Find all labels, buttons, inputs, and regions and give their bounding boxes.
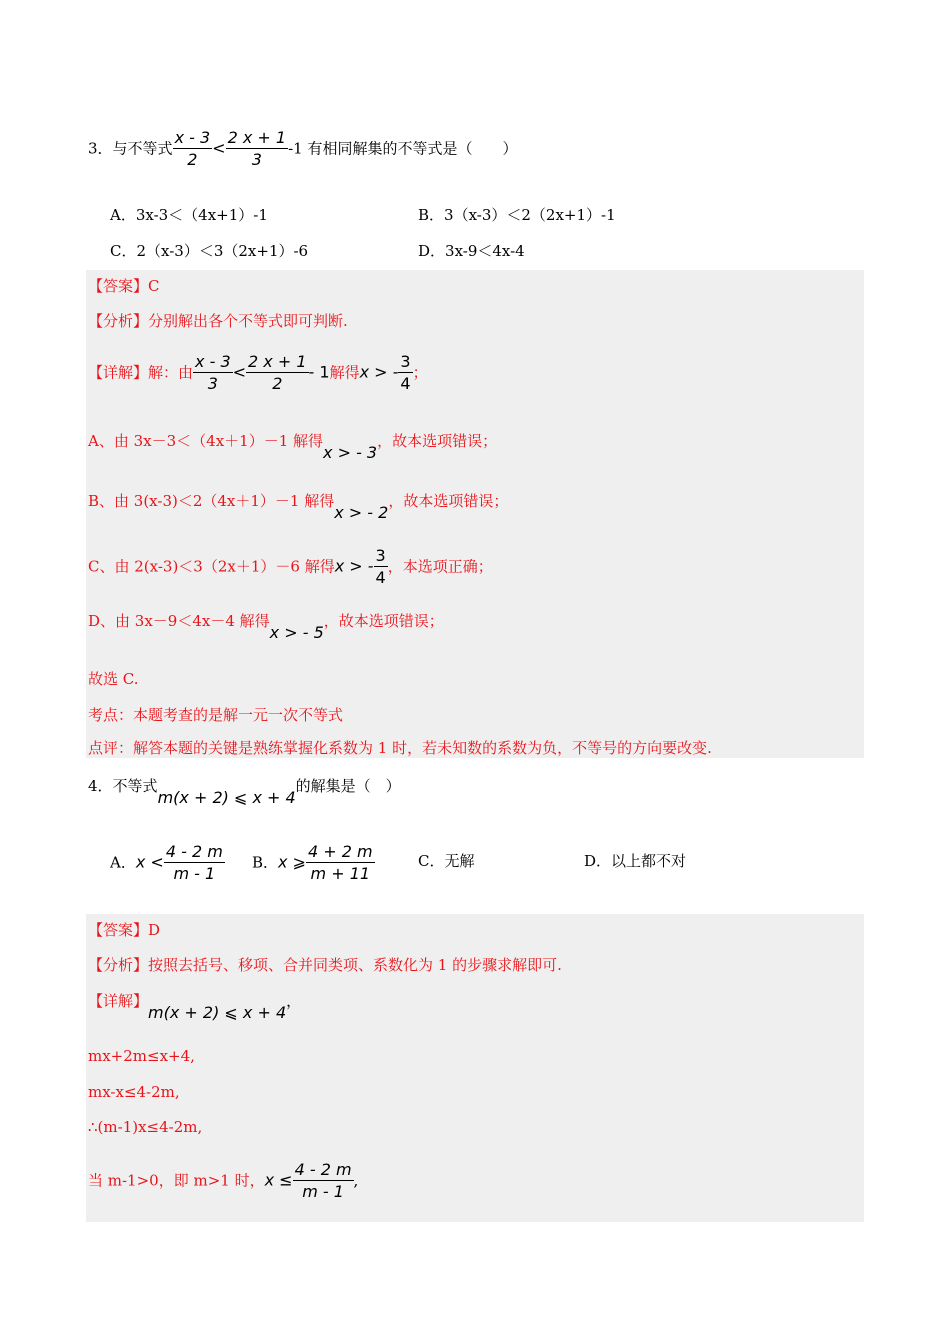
q4-step-2: mx-x≤4-2m, (88, 1083, 180, 1101)
q3-option-c: C．2（x-3）＜3（2x+1）-6 (110, 242, 309, 260)
q3-solution-box (86, 270, 864, 758)
q3-stem: 3．与不等式 $\frac{x - 3}{2}$ < $\frac{2 x + 1}{3}$ -1 有相同解集的不等式是（ ） (88, 128, 518, 169)
q3-option-a: A．3x-3＜（4x+1）-1 (110, 206, 268, 224)
q4-option-a-fraction: $\frac{4 - 2 m}{m - 1}$ (165, 842, 223, 883)
q4-option-b-fraction: $\frac{4 + 2 m}{m + 11}$ (308, 842, 373, 883)
q3-detail-fraction-2: $\frac{2 x + 1}{2}$ (248, 352, 307, 393)
q3-detail-result-fraction: $\frac{3}{4}$ (400, 352, 411, 393)
q3-detail: 【详解】解：由 $\frac{x - 3}{3}$ < $\frac{2 x + 1}{2}$ - 1解得x > - $\frac{3}{4}$ ； (88, 352, 428, 393)
q3-line-b: B、由 3(x-3)＜2（4x＋1）－1 解得x > - 2，故本选项错误； (88, 492, 509, 522)
q4-step-1: mx+2m≤x+4, (88, 1047, 195, 1065)
q3-line-c: C、由 2(x-3)＜3（2x＋1）－6 解得x > - $\frac{3}{4}$ ，本选项正确； (88, 546, 493, 587)
q3-line-a: A、由 3x－3＜（4x＋1）－1 解得x > - 3，故本选项错误； (88, 432, 498, 462)
q3-stem-fraction-1: $\frac{x - 3}{2}$ (174, 128, 211, 169)
q3-line-d: D、由 3x－9＜4x－4 解得x > - 5，故本选项错误； (88, 612, 444, 642)
q4-option-b: B．x ⩾ $\frac{4 + 2 m}{m + 11}$ (252, 842, 373, 883)
q4-step-4-fraction: $\frac{4 - 2 m}{m - 1}$ (294, 1160, 352, 1201)
q4-detail: 【详解】m(x + 2) ⩽ x + 4， (88, 992, 302, 1022)
q4-option-a: A．x < $\frac{4 - 2 m}{m - 1}$ (110, 842, 223, 883)
q3-kaodian: 考点：本题考查的是解一元一次不等式 (88, 706, 344, 724)
q3-conclusion: 故选 C. (88, 670, 139, 688)
q3-detail-fraction-1: $\frac{x - 3}{3}$ (195, 352, 231, 393)
q4-step-3: ∴(m-1)x≤4-2m, (88, 1118, 203, 1136)
q3-line-c-fraction: $\frac{3}{4}$ (375, 546, 386, 587)
q3-stem-fraction-2: $\frac{2 x + 1}{3}$ (227, 128, 287, 169)
q4-step-4: 当 m-1>0，即 m>1 时，x ≤ $\frac{4 - 2 m}{m - 1}$ , (88, 1160, 359, 1201)
q3-answer: 【答案】C (88, 277, 160, 295)
q4-stem: 4．不等式m(x + 2) ⩽ x + 4的解集是（ ） (88, 777, 401, 807)
q3-analysis: 【分析】分别解出各个不等式即可判断. (88, 312, 348, 330)
q3-option-b: B．3（x-3）＜2（2x+1）-1 (418, 206, 616, 224)
q3-option-d: D．3x-9＜4x-4 (418, 242, 525, 260)
q4-analysis: 【分析】按照去括号、移项、合并同类项、系数化为 1 的步骤求解即可. (88, 956, 562, 974)
q3-dianping: 点评：解答本题的关键是熟练掌握化系数为 1 时，若未知数的系数为负，不等号的方向要改变. (88, 739, 712, 757)
q4-option-c: C．无解 (418, 852, 475, 870)
q4-answer: 【答案】D (88, 921, 161, 939)
q4-option-d: D．以上都不对 (584, 852, 687, 870)
